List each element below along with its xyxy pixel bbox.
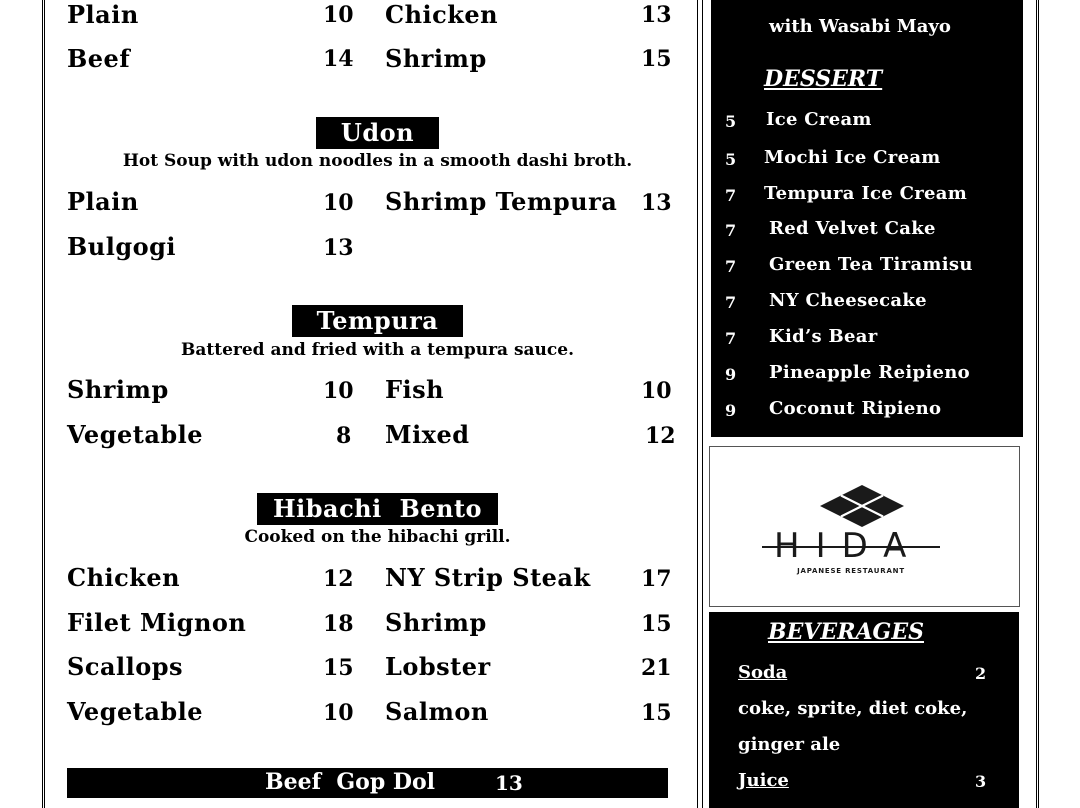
- menu-item-name: Beef: [67, 44, 131, 73]
- menu-item-price: 10: [323, 190, 354, 216]
- beverages-panel: [709, 612, 1019, 808]
- page-border-right: [1036, 0, 1039, 808]
- menu-item-name: Shrimp Tempura: [385, 187, 618, 216]
- section-heading-udon: Udon: [316, 117, 439, 149]
- menu-item-name: Chicken: [385, 0, 499, 29]
- section-description: Cooked on the hibachi grill.: [244, 527, 511, 547]
- section-heading-tempura: Tempura: [292, 305, 463, 337]
- dessert-price: 7: [725, 329, 737, 348]
- dessert-name: Coconut Ripieno: [769, 398, 942, 419]
- menu-item-price: 14: [323, 46, 354, 72]
- menu-item-name: NY Strip Steak: [385, 563, 591, 592]
- beverages-title: BEVERAGES: [768, 619, 924, 645]
- menu-item-name: Chicken: [67, 563, 181, 592]
- gop-dol-price: 13: [495, 771, 523, 795]
- dessert-price: 9: [725, 401, 737, 420]
- dessert-name: Green Tea Tiramisu: [769, 254, 973, 275]
- menu-item-price: 10: [323, 2, 354, 28]
- gop-dol-name: Beef Gop Dol: [265, 769, 435, 795]
- soda-details: ginger ale: [738, 734, 841, 755]
- dessert-name: Kid’s Bear: [769, 326, 878, 347]
- menu-item-name: Shrimp: [385, 44, 487, 73]
- section-description: Hot Soup with udon noodles in a smooth dashi broth.: [122, 151, 633, 171]
- dessert-price: 7: [725, 186, 737, 205]
- menu-item-name: Salmon: [385, 697, 489, 726]
- menu-item-name: Filet Mignon: [67, 608, 247, 637]
- appetizer-note: with Wasabi Mayo: [769, 16, 951, 37]
- menu-item-name: Vegetable: [67, 697, 204, 726]
- logo-panel: [709, 446, 1020, 607]
- juice-label: Juice: [738, 770, 789, 791]
- dessert-panel: [711, 0, 1023, 437]
- dessert-price: 5: [725, 150, 737, 169]
- dessert-name: Tempura Ice Cream: [764, 183, 968, 204]
- dessert-name: Ice Cream: [766, 109, 872, 130]
- dessert-price: 7: [725, 293, 737, 312]
- menu-item-price: 15: [641, 46, 672, 72]
- section-description: Battered and fried with a tempura sauce.: [181, 340, 574, 360]
- dessert-name: Mochi Ice Cream: [764, 147, 941, 168]
- logo-wordmark: [762, 526, 940, 566]
- menu-item-price: 13: [641, 190, 672, 216]
- menu-item-price: 21: [641, 655, 672, 681]
- dessert-price: 7: [725, 221, 737, 240]
- logo-text: HIDA: [774, 526, 923, 566]
- menu-item-name: Scallops: [67, 652, 184, 681]
- menu-item-name: Vegetable: [67, 420, 204, 449]
- menu-item-price: 13: [323, 235, 354, 261]
- menu-item-price: 10: [323, 700, 354, 726]
- soda-price: 2: [975, 664, 987, 683]
- menu-item-name: Plain: [67, 0, 139, 29]
- dessert-price: 9: [725, 365, 737, 384]
- page-border-left: [42, 0, 45, 808]
- menu-item-name: Shrimp: [67, 375, 169, 404]
- gop-dol-bar: [67, 768, 668, 798]
- soda-label: Soda: [738, 662, 788, 683]
- menu-item-price: 13: [641, 2, 672, 28]
- menu-item-price: 15: [641, 611, 672, 637]
- menu-item-name: Fish: [385, 375, 445, 404]
- menu-item-price: 15: [641, 700, 672, 726]
- menu-item-price: 10: [641, 378, 672, 404]
- menu-item-name: Mixed: [385, 420, 470, 449]
- juice-price: 3: [975, 772, 987, 791]
- dessert-title: DESSERT: [764, 66, 883, 92]
- soda-details: coke, sprite, diet coke,: [738, 698, 968, 719]
- menu-item-name: Lobster: [385, 652, 491, 681]
- logo-diamond-icon: [820, 485, 904, 527]
- menu-item-price: 18: [323, 611, 354, 637]
- dessert-name: NY Cheesecake: [769, 290, 927, 311]
- menu-item-price: 12: [645, 423, 676, 449]
- section-heading-hibachi: Hibachi Bento: [257, 493, 498, 525]
- column-divider: [697, 0, 703, 808]
- menu-item-name: Shrimp: [385, 608, 487, 637]
- menu-item-price: 12: [323, 566, 354, 592]
- menu-item-price: 8: [336, 423, 352, 449]
- dessert-price: 7: [725, 257, 737, 276]
- menu-item-price: 10: [323, 378, 354, 404]
- dessert-price: 5: [725, 112, 737, 131]
- menu-item-price: 15: [323, 655, 354, 681]
- logo-tagline: JAPANESE RESTAURANT: [797, 567, 905, 575]
- dessert-name: Red Velvet Cake: [769, 218, 936, 239]
- menu-item-name: Plain: [67, 187, 139, 216]
- dessert-name: Pineapple Reipieno: [769, 362, 970, 383]
- menu-item-name: Bulgogi: [67, 232, 177, 261]
- menu-item-price: 17: [641, 566, 672, 592]
